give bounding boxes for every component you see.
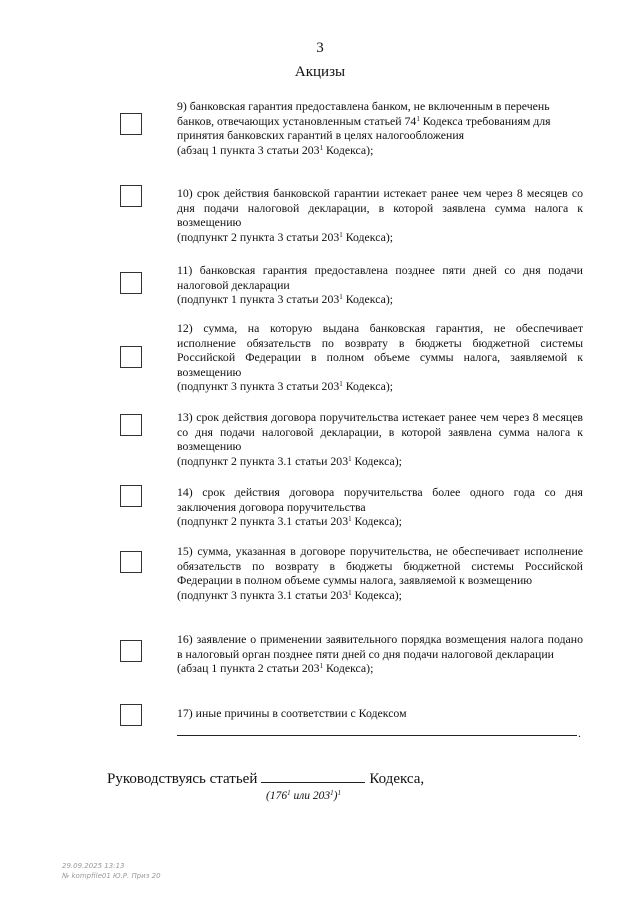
item-text: 12) сумма, на которую выдана банковская гарантия, не обеспечивает исполнение обязательств по возврату в бюджеты бюджетной системы Российской Федерации в полном объеме суммы налога, заявляемой к возмещению	[177, 321, 583, 379]
system-stamp-user: № kompfile01 Ю.Р. Приз 20	[62, 872, 161, 880]
article-blank-field[interactable]	[261, 768, 365, 783]
checkbox-item-10[interactable]	[120, 185, 142, 207]
item-reference: (подпункт 2 пункта 3.1 статьи $203^1$ Кодекса);	[177, 514, 402, 528]
list-item-9: 9) банковская гарантия предоставлена банком, не включенным в перечень банков, отвечающих установленным статьей $74^1$ Кодекса требованиям для принятия банковских гарантий в целях налогообложения (абзац 1 пункта 3 статьи $203^1$ Кодекса);	[177, 99, 583, 157]
list-item-16	[177, 632, 583, 676]
list-item-13	[177, 410, 583, 468]
item-reference: (подпункт 3 пункта 3.1 статьи $203^1$ Кодекса);	[177, 587, 402, 602]
item-text: 16) заявление о применении заявительного порядка возмещения налога подано в налоговый орган позднее пяти дней со дня подачи налоговой декларации	[177, 632, 583, 661]
list-item-11	[177, 263, 583, 307]
list-item-10	[177, 186, 583, 244]
checkbox-item-13[interactable]	[120, 414, 142, 436]
item-text: 11) банковская гарантия предоставлена позднее пяти дней со дня подачи налоговой декларации	[177, 263, 583, 292]
list-item-14	[177, 485, 583, 529]
item-reference: (подпункт 3 пункта 3 статьи $203^1$ Кодекса);	[177, 379, 394, 393]
page-number: 3	[316, 40, 324, 56]
item-reference: (абзац 1 пункта 3 статьи $203^1$ Кодекса);	[177, 142, 374, 157]
guidance-prefix: Руководствуясь статьей	[107, 771, 258, 787]
item-reference: (подпункт 2 пункта 3 статьи $203^1$ Кодекса);	[177, 229, 394, 244]
checkbox-item-15[interactable]	[120, 551, 142, 573]
section-title: Акцизы	[294, 64, 346, 80]
list-item-17	[177, 706, 583, 721]
item-reference: (подпункт 2 пункта 3.1 статьи $203^1$ Кодекса);	[177, 453, 402, 468]
guidance-note: ($176^1$ или $203^1)^1$	[266, 789, 341, 802]
checkbox-item-14[interactable]	[120, 485, 142, 507]
list-item-15	[177, 544, 583, 602]
system-stamp-date: 29.09.2025 13:13	[62, 862, 125, 870]
checkbox-item-16[interactable]	[120, 640, 142, 662]
item-text: 15) сумма, указанная в договоре поручительства, не обеспечивает исполнение обязательств по возврату в бюджеты бюджетной системы Российской Федерации в полном объеме суммы налога, заявляемой к возмещению	[177, 544, 583, 587]
checkbox-item-17[interactable]	[120, 704, 142, 726]
item-reference: (подпункт 1 пункта 3 статьи $203^1$ Кодекса);	[177, 292, 394, 306]
guidance-line	[107, 768, 424, 788]
item-reference: (абзац 1 пункта 2 статьи $203^1$ Кодекса);	[177, 661, 374, 675]
item-text: 10) срок действия банковской гарантии истекает ранее чем через 8 месяцев со дня подачи налоговой декларации, в которой заявлена сумма налога к возмещению	[177, 186, 583, 229]
other-reasons-line[interactable]	[177, 735, 577, 736]
item-text: 14) срок действия договора поручительства более одного года со дня заключения договора поручительства	[177, 485, 583, 514]
checkbox-item-12[interactable]	[120, 346, 142, 368]
list-item-12	[177, 321, 583, 394]
line-end-dot: .	[578, 726, 581, 740]
checkbox-item-11[interactable]	[120, 272, 142, 294]
item-text: 13) срок действия договора поручительства истекает ранее чем через 8 месяцев со дня подачи налоговой декларации, в которой заявлена сумма налога к возмещению	[177, 410, 583, 453]
item-text: 9) банковская гарантия предоставлена банком, не включенным в перечень банков, отвечающих установленным статьей 74	[177, 99, 550, 128]
item-text: 17) иные причины в соответствии с Кодексом	[177, 706, 407, 720]
item-text: Кодекса требованиям для принятия банковских гарантий в целях налогообложения	[177, 113, 551, 142]
checkbox-item-9[interactable]	[120, 113, 142, 135]
guidance-suffix: Кодекса,	[369, 771, 425, 787]
